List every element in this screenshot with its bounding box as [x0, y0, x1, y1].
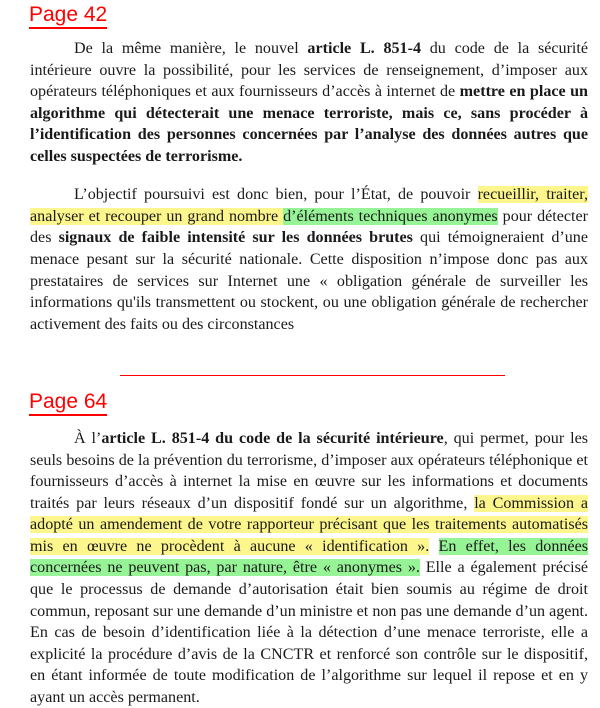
page-42-heading: Page 42 — [29, 4, 107, 29]
paragraph-64-1 — [30, 428, 588, 708]
bold-article-reference: article L. 851-4 — [307, 40, 421, 58]
bold-article-reference: article L. 851-4 du code de la sécurité intérieure — [101, 430, 444, 448]
page-64-body — [0, 428, 600, 708]
highlight-yellow: la Commission a adopté un amendement de votre rapporteur précisant que les traitements automatisés mis en œuvre ne procèdent à aucune « identification ». — [30, 494, 588, 555]
bold-emphasis-run: signaux de faible intensité sur les données brutes — [58, 229, 413, 247]
section-divider-row — [0, 363, 600, 385]
section-page-64 — [0, 363, 600, 708]
page-42-body — [0, 38, 600, 335]
text-run: du code de la sécurité intérieure ouvre la possibilité, pour les services de renseignement, d’imposer aux opérateurs téléphoniques et aux fournisseurs d’accès à internet de — [30, 40, 589, 101]
text-run: qui témoigneraient d’une menace pesant sur la sécurité nationale. Cette disposition n’impose donc pas aux prestataires de services sur Internet une « obligation générale de surveiller les informations qu'ils transmettent ou stockent, ou une obligation générale de rechercher activement des faits ou des circonstances — [30, 229, 588, 333]
text-run — [429, 538, 438, 555]
page-64-heading-wrap — [0, 385, 600, 416]
text-run: pour détecter des — [30, 207, 589, 247]
red-horizontal-rule — [120, 375, 505, 376]
page-42-heading-wrap — [0, 0, 600, 29]
page-64-heading: Page 64 — [29, 391, 107, 416]
highlight-green: d’éléments techniques anonymes — [283, 207, 498, 225]
section-spacer — [0, 335, 600, 363]
text-run: De la même manière, le nouvel — [74, 40, 308, 58]
text-run: Elle a également précisé que le processus de demande d’autorisation était bien soumis au régime de droit commun, reposant sur une demande d’un ministre et non pas une demande d’un agent. En cas de besoin d’identification liée à la détection d’une menace terroriste, elle a explicité la procédure d’avis de la CNCTR et renforcé son contrôle sur le dispositif, en étant informée de toute modification de l’algorithme sur lequel il repose et en y ayant un accès permanent. — [30, 559, 588, 706]
paragraph-42-1 — [30, 38, 588, 167]
section-page-42 — [0, 0, 600, 335]
bold-emphasis-run: mettre en place un algorithme qui détecterait une menace terroriste, mais ce, sans procéder à l’identification des personnes concernées par l’analyse des données autres que celles suspectées de terrorisme. — [30, 83, 588, 165]
text-run: , qui permet, pour les seuls besoins de la prévention du terrorisme, d’imposer aux opérateurs téléphonique et fournisseurs d’accès à internet la mise en œuvre sur les informations et documents traités par leurs réseaux d’un dispositif fondé sur un algorithme, — [30, 430, 588, 512]
highlight-green: En effet, les données concernées ne peuvent pas, par nature, être « anonymes ». — [30, 537, 588, 577]
highlight-yellow: recueillir, traiter, analyser et recouper un grand nombre — [30, 186, 589, 225]
text-run: L’objectif poursuivi est donc bien, pour l’État, de pouvoir — [74, 186, 478, 204]
text-run: À l’ — [74, 430, 102, 448]
paragraph-42-2 — [30, 184, 588, 335]
